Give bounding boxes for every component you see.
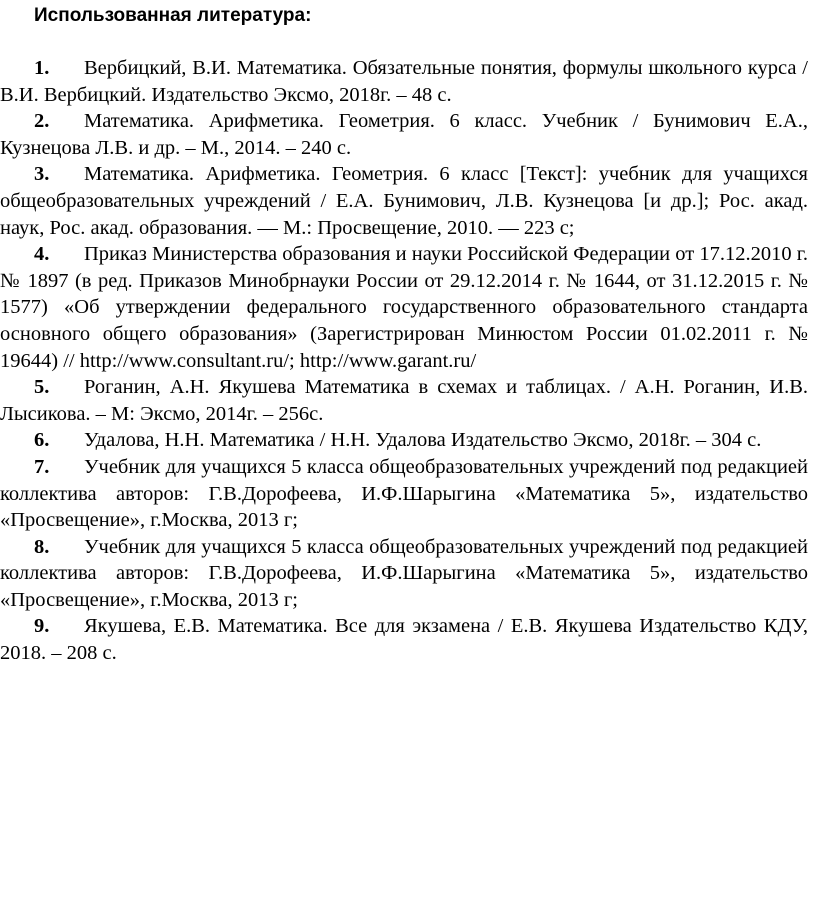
reference-item-8 (0, 534, 808, 614)
reference-text: Приказ Министерства образования и науки Российской Федерации от 17.12.2010 г. № 1897 (в ред. Приказов Минобрнауки России от 29.12.2014 г. № 1644, от 31.12.2015 г. № 1577) «Об утверждении федерального государственного образовательного стандарта основного общего образования» (Зарегистрирован Минюстом России 01.02.2011 г. № 19644) // http://www.consultant.ru/; http://www.garant.ru/ (0, 243, 808, 372)
page-title: Использованная литература: (34, 5, 312, 26)
reference-item-3 (0, 161, 808, 241)
reference-item-4 (0, 241, 808, 374)
reference-number: 5. (34, 376, 50, 399)
reference-number: 3. (34, 163, 50, 186)
reference-text: Учебник для учащихся 5 класса общеобразовательных учреждений под редакцией коллектива авторов: Г.В.Дорофеева, И.Ф.Шарыгина «Математика 5», издательство «Просвещение», г.Москва, 2013 г; (0, 455, 808, 532)
reference-list (0, 55, 808, 667)
reference-text: Математика. Арифметика. Геометрия. 6 класс. Учебник / Бунимович Е.А., Кузнецова Л.В. и др. – М., 2014. – 240 с. (0, 110, 808, 159)
reference-text: Математика. Арифметика. Геометрия. 6 класс [Текст]: учебник для учащихся общеобразовательных учреждений / Е.А. Бунимович, Л.В. Кузнецова [и др.]; Рос. акад. наук, Рос. акад. образования. — М.: Просвещение, 2010. — 223 с; (0, 163, 808, 239)
reference-number: 9. (34, 615, 50, 638)
reference-text: Учебник для учащихся 5 класса общеобразовательных учреждений под редакцией коллектива авторов: Г.В.Дорофеева, И.Ф.Шарыгина «Математика 5», издательство «Просвещение», г.Москва, 2013 г; (0, 535, 808, 611)
reference-item-6 (0, 427, 808, 454)
reference-item-7 (0, 454, 808, 534)
reference-number: 1. (34, 57, 50, 79)
reference-number: 6. (34, 429, 50, 452)
reference-number: 7. (34, 455, 50, 478)
reference-item-5 (0, 374, 808, 427)
reference-text: Удалова, Н.Н. Математика / Н.Н. Удалова Издательство Эксмо, 2018г. – 304 с. (84, 429, 762, 452)
reference-number: 8. (34, 535, 50, 558)
reference-text: Роганин, А.Н. Якушева Математика в схемах и таблицах. / А.Н. Роганин, И.В. Лысикова. – М: Эксмо, 2014г. – 256с. (0, 376, 808, 425)
reference-text: Вербицкий, В.И. Математика. Обязательные понятия, формулы школьного курса / В.И. Вербицкий. Издательство Эксмо, 2018г. – 48 с. (0, 57, 808, 106)
reference-text: Якушева, Е.В. Математика. Все для экзамена / Е.В. Якушева Издательство КДУ, 2018. – 208 с. (0, 615, 808, 665)
reference-item-9 (0, 613, 808, 666)
reference-number: 4. (34, 243, 50, 266)
reference-item-2 (0, 108, 808, 161)
reference-number: 2. (34, 110, 50, 133)
reference-item-1 (0, 55, 808, 108)
